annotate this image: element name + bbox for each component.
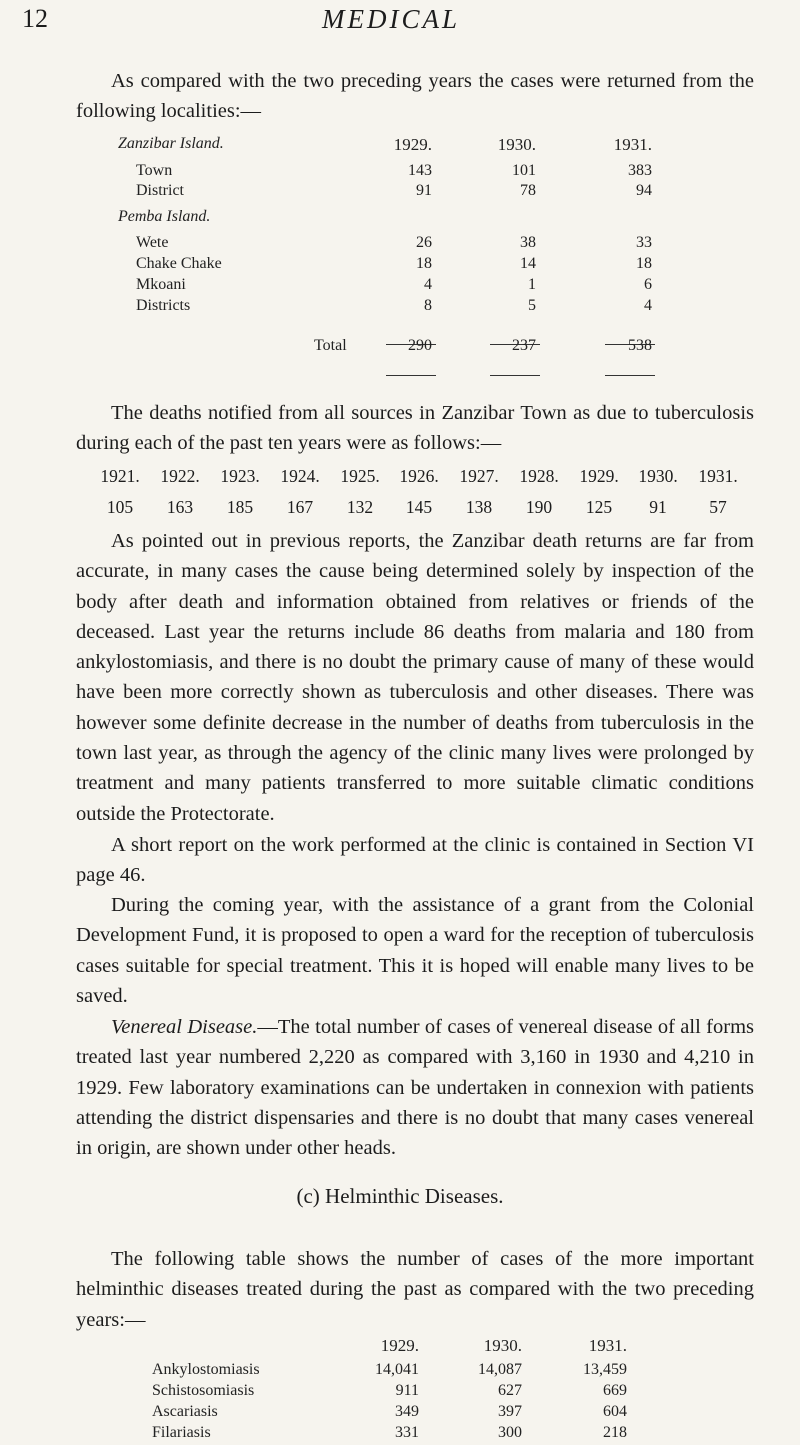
row-label: Filariasis [152, 1424, 211, 1441]
death-count: 185 [226, 497, 254, 517]
cell: 8 [424, 297, 432, 314]
death-count: 132 [346, 497, 374, 517]
total-cell: 237 [512, 337, 536, 354]
year-header: 1930. [497, 135, 536, 154]
year-header: 1929. [393, 135, 432, 154]
table-row [118, 182, 652, 208]
cell: 143 [408, 162, 432, 179]
row-label: District [136, 182, 184, 199]
death-count: 163 [166, 497, 194, 517]
total-underline [386, 375, 436, 376]
table-row [152, 1361, 627, 1382]
localities-table [118, 135, 652, 358]
table-row [152, 1403, 627, 1424]
cell: 33 [636, 234, 652, 251]
total-row [118, 337, 652, 358]
venereal-text: —The total number of cases of venereal disease of all forms treated last year numbered 2,220 as compared with 3,160 in 1930 and 4,210 in 1929. Few laboratory examinations can be undertaken in connexion with patients attending the district dispensaries and there is no doubt that many cases venereal in origin, are shown under other heads. [76, 1016, 754, 1160]
page-number: 12 [22, 4, 48, 33]
cell: 14,041 [375, 1361, 419, 1378]
row-label: Mkoani [136, 276, 186, 293]
pemba-heading: Pemba Island. [118, 208, 211, 225]
death-year: 1931. [698, 466, 738, 486]
venereal-title: Venereal Disease. [111, 1016, 258, 1038]
zanzibar-heading: Zanzibar Island. [118, 135, 224, 152]
year-header: 1931. [588, 1336, 627, 1355]
death-count: 105 [106, 497, 134, 517]
table-row [118, 255, 652, 276]
page-header [22, 4, 760, 40]
intro-localities: As compared with the two preceding years the cases were returned from the following localities:— [76, 70, 754, 123]
row-label: Districts [136, 297, 191, 314]
cell: 669 [603, 1382, 627, 1399]
deaths-intro: The deaths notified from all sources in Zanzibar Town as due to tuberculosis during each of the past ten years were as follows:— [76, 402, 754, 455]
cell: 26 [416, 234, 432, 251]
cell: 349 [395, 1403, 419, 1420]
row-label: Wete [136, 234, 169, 251]
cell: 300 [498, 1424, 522, 1441]
cell: 78 [520, 182, 536, 199]
helminthic-table [152, 1336, 627, 1445]
table-row [118, 297, 652, 337]
death-year: 1922. [160, 466, 200, 486]
cell: 4 [644, 297, 652, 314]
cell: 331 [395, 1424, 419, 1441]
cell: 18 [636, 255, 652, 272]
death-year: 1928. [519, 466, 559, 486]
table-row [118, 234, 652, 255]
table-row [152, 1382, 627, 1403]
running-head: MEDICAL [322, 4, 460, 34]
cell: 218 [603, 1424, 627, 1441]
death-count: 125 [585, 497, 613, 517]
table-row [152, 1424, 627, 1445]
table-row [118, 162, 652, 182]
death-year: 1930. [638, 466, 678, 486]
row-label: Ascariasis [152, 1403, 218, 1420]
cell: 911 [395, 1382, 419, 1399]
cell: 4 [424, 276, 432, 293]
table-header-row [118, 135, 652, 162]
cell: 94 [636, 182, 652, 199]
para-death-returns: As pointed out in previous reports, the Zanzibar death returns are far from accurate, in many cases the cause being determined solely by inspection of the body after death and information obtained from relatives or friends of the deceased. Last year the returns include 86 deaths from malaria and 180 from ankylostomiasis, and there is no doubt the primary cause of many of these would have been more correctly shown as tuberculosis and other diseases. There was however some definite decrease in the number of deaths from tuberculosis in the town last year, as through the agency of the clinic many lives were prolonged by treatment and many patients transferred to more suitable climatic conditions outside the Protectorate. [76, 530, 754, 825]
total-underline [605, 375, 655, 376]
death-year: 1927. [459, 466, 499, 486]
death-year: 1925. [340, 466, 380, 486]
cell: 6 [644, 276, 652, 293]
death-count: 190 [525, 497, 553, 517]
cell: 383 [628, 162, 652, 179]
total-label: Total [314, 337, 347, 354]
row-label: Chake Chake [136, 255, 222, 272]
cell: 91 [416, 182, 432, 199]
helminthic-intro: The following table shows the number of cases of the more important helminthic diseases treated during the past as compared with the two preceding years:— [76, 1248, 754, 1331]
table-header-row [152, 1336, 627, 1361]
cell: 627 [498, 1382, 522, 1399]
death-count: 91 [649, 497, 667, 517]
death-year: 1923. [220, 466, 260, 486]
death-year: 1926. [399, 466, 439, 486]
table-row [118, 276, 652, 297]
death-year: 1924. [280, 466, 320, 486]
death-count: 167 [286, 497, 314, 517]
cell: 101 [512, 162, 536, 179]
row-label: Town [136, 162, 173, 179]
death-count: 57 [709, 497, 727, 517]
death-year: 1921. [100, 466, 140, 486]
table-subheading-row [118, 208, 638, 234]
year-header: 1929. [380, 1336, 419, 1355]
cell: 5 [528, 297, 536, 314]
death-year: 1929. [579, 466, 619, 486]
cell: 397 [498, 1403, 522, 1420]
cell: 1 [528, 276, 536, 293]
cell: 14 [520, 255, 536, 272]
para-tb-ward: During the coming year, with the assistance of a grant from the Colonial Development Fund, it is proposed to open a ward for the reception of tuberculosis cases suitable for special treatment. This it is hoped will enable many lives to be saved. [76, 894, 754, 1007]
year-header: 1931. [613, 135, 652, 154]
cell: 14,087 [478, 1361, 522, 1378]
cell: 18 [416, 255, 432, 272]
total-underline [490, 375, 540, 376]
death-count: 138 [465, 497, 493, 517]
death-count: 145 [405, 497, 433, 517]
para-clinic-report: A short report on the work performed at the clinic is contained in Section VI page 46. [76, 834, 754, 887]
cell: 13,459 [583, 1361, 627, 1378]
cell: 604 [603, 1403, 627, 1420]
total-cell: 290 [408, 337, 432, 354]
total-cell: 538 [628, 337, 652, 354]
para-venereal-disease [76, 1012, 754, 1163]
helminthic-heading: (c) Helminthic Diseases. [296, 1184, 504, 1208]
row-label: Ankylostomiasis [152, 1361, 260, 1378]
year-header: 1930. [483, 1336, 522, 1355]
cell: 38 [520, 234, 536, 251]
row-label: Schistosomiasis [152, 1382, 255, 1399]
